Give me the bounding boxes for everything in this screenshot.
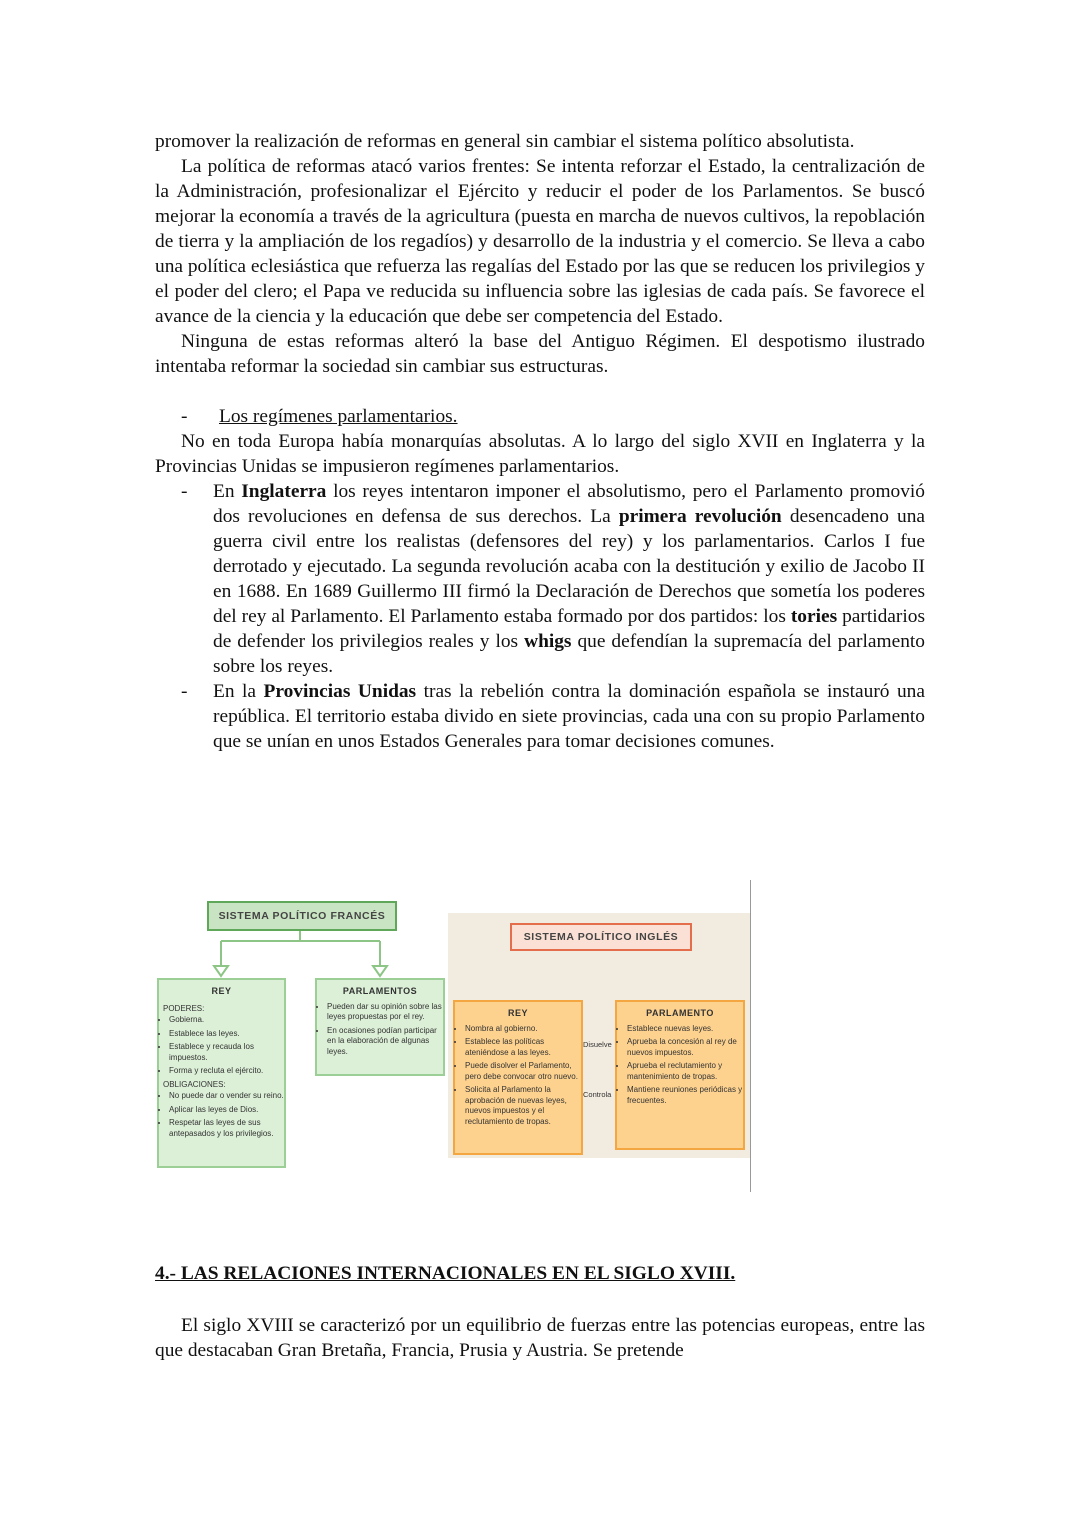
english-parliament-panel: PARLAMENTO • Establece nuevas leyes. • Aprueba la concesión al rey de nuevos impuestos. • Aprueba el reclutamiento y mantenimiento de tropas. • Mantiene reuniones periódicas y frecuentes.: [615, 1000, 745, 1150]
list-item-provincias-unidas: - En la Provincias Unidas tras la rebelión contra la dominación española se instauró una república. El territorio estaba divido en siete provincias, cada una con su propio Parlamento que se unían en unos Estados Generales para tomar decisiones comunes.: [181, 681, 925, 752]
paragraph-international-relations: El siglo XVIII se caracterizó por un equilibrio de fuerzas entre las potencias europeas, entre las que destacaban Gran Bretaña, Francia, Prusia y Austria. Se pretende: [155, 1315, 925, 1361]
french-king-panel: REY PODERES: • Gobierna. • Establece las leyes. • Establece y recauda los impuestos. • Forma y recluta el ejército. OBLIGACIONES: • No puede dar o vender su reino. • Aplicar las leyes de Dios. • Respetar las leyes de sus antepasados y los privilegios.: [157, 978, 286, 1168]
french-system-title: SISTEMA POLÍTICO FRANCÉS: [207, 901, 397, 931]
paragraph-antiguo-regimen: Ninguna de estas reformas alteró la base del Antiguo Régimen. El despotismo ilustrado intentaba reformar la sociedad sin cambiar sus estructuras.: [155, 331, 925, 377]
label-control: Controla: [583, 1090, 612, 1099]
label-dissolve: Disuelve: [583, 1040, 612, 1049]
political-systems-diagram: [155, 878, 755, 1198]
english-system-title: SISTEMA POLÍTICO INGLÉS: [510, 923, 692, 951]
arrow-to-rey-fr: [214, 966, 228, 976]
arrow-to-parlamentos-fr: [373, 966, 387, 976]
paragraph-parliamentary-intro: No en toda Europa había monarquías absolutas. A lo largo del siglo XVII en Inglaterra y la Provincias Unidas se impusieron regímenes parlamentarios.: [155, 431, 925, 477]
paragraph-intro-1: promover la realización de reformas en general sin cambiar el sistema político absolutista.: [155, 131, 855, 152]
english-king-panel: REY • Nombra al gobierno. • Establece las políticas ateniéndose a las leyes. • Puede disolver el Parlamento, pero debe convocar otro nuevo. • Solicita al Parlamento la aprobación de nuevas leyes, nuevos impuestos y el reclutamiento de tropas.: [453, 1000, 583, 1155]
section-4-body: [155, 1313, 925, 1363]
french-parliaments-panel: PARLAMENTOS • Pueden dar su opinión sobre las leyes propuestas por el rey. • En ocasiones podían participar en la elaboración de algunas leyes.: [315, 978, 445, 1076]
section-4-title: 4.- LAS RELACIONES INTERNACIONALES EN EL SIGLO XVIII.: [155, 1263, 736, 1284]
main-text: [155, 129, 925, 754]
heading-parliamentary-regimes: - Los regímenes parlamentarios.: [181, 406, 458, 427]
paragraph-reforms: La política de reformas atacó varios frentes: Se intenta reforzar el Estado, la centralización de la Administración, profesionalizar el Ejército y reducir el poder de los Parlamentos. Se buscó mejorar la economía a través de la agricultura (puesta en marcha de nuevos cultivos, la repoblación de tierra y la ampliación de los regadíos) y desarrollo de la industria y el comercio. Se lleva a cabo una política eclesiástica que refuerza las regalías del Estado por las que se reducen los privilegios y el poder del clero; el Papa ve reducida su influencia sobre las iglesias de cada país. Se favorece el avance de la ciencia y la educación que debe ser competencia del Estado.: [155, 156, 925, 327]
list-item-england: - En Inglaterra los reyes intentaron imponer el absolutismo, pero el Parlamento promovió dos revoluciones en defensa de sus derechos. La primera revolución desencadeno una guerra civil entre los realistas (defensores del rey) y los parlamentarios. Carlos I fue derrotado y ejecutado. La segunda revolución acaba con la destitución y exilio de Jacobo II en 1688. En 1689 Guillermo III firmó la Declaración de Derechos que sometía los poderes del rey al Parlamento. El Parlamento estaba formado por dos partidos: los tories partidarios de defender los privilegios reales y los whigs que defendían la supremacía del parlamento sobre los reyes.: [181, 481, 926, 677]
